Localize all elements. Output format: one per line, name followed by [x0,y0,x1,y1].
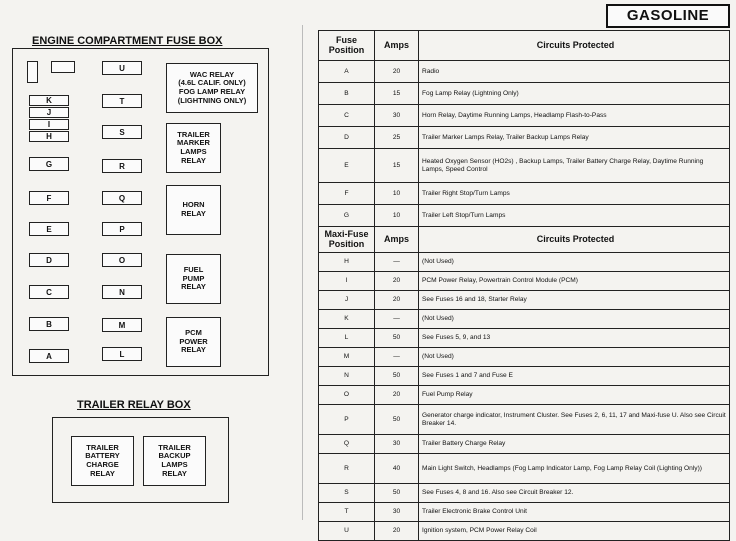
circuits-cell: See Fuses 4, 8 and 16. Also see Circuit Breaker 12. [419,484,730,503]
fuse-position: D [319,127,375,149]
amps-cell: — [375,253,419,272]
circuits-cell: PCM Power Relay, Powertrain Control Module (PCM) [419,272,730,291]
table-row [319,454,730,484]
trailer-relay-box [52,417,229,503]
fuse-position: U [319,522,375,541]
fuse-position: G [319,205,375,227]
maxi-amps-header: Amps [375,227,419,253]
circuits-cell: (Not Used) [419,310,730,329]
fuse-position: K [319,310,375,329]
table-row [319,291,730,310]
fuse-o: O [102,253,142,267]
fuse-n: N [102,285,142,299]
fuse-b: B [29,317,69,331]
amps-cell: — [375,310,419,329]
circuits-cell: See Fuses 1 and 7 and Fuse E [419,367,730,386]
trailer-marker-lamps-relay: TRAILER MARKER LAMPS RELAY [166,123,221,173]
amps-cell: 10 [375,205,419,227]
fuse-position: S [319,484,375,503]
trailer-battery-charge-relay: TRAILER BATTERY CHARGE RELAY [71,436,134,486]
amps-cell: 15 [375,149,419,183]
amps-cell: 50 [375,484,419,503]
circuits-cell: (Not Used) [419,348,730,367]
fuel-pump-relay: FUEL PUMP RELAY [166,254,221,304]
fuse-position: Q [319,435,375,454]
maxi-position-header: Maxi-Fuse Position [319,227,375,253]
fuse-position: B [319,83,375,105]
circuits-cell: See Fuses 5, 9, and 13 [419,329,730,348]
amps-cell: 30 [375,435,419,454]
table-row [319,310,730,329]
amps-cell: — [375,348,419,367]
table-row [319,435,730,454]
table-row [319,205,730,227]
divider-line [302,25,303,520]
fuse-header-row [319,31,730,61]
maxi-circuits-header: Circuits Protected [419,227,730,253]
table-row [319,127,730,149]
fuse-position: R [319,454,375,484]
table-row [319,503,730,522]
table-row [319,367,730,386]
amps-cell: 20 [375,272,419,291]
fuse-r: R [102,159,142,173]
fuse-position: J [319,291,375,310]
circuits-cell: (Not Used) [419,253,730,272]
table-row [319,272,730,291]
amps-cell: 30 [375,503,419,522]
amps-cell: 20 [375,386,419,405]
circuits-cell: Trailer Marker Lamps Relay, Trailer Backup Lamps Relay [419,127,730,149]
fuse-position: H [319,253,375,272]
fuse-position: C [319,105,375,127]
fuse-p: P [102,222,142,236]
circuits-cell: Main Light Switch, Headlamps (Fog Lamp Indicator Lamp, Fog Lamp Relay Coil (Lighting Only)) [419,454,730,484]
circuits-cell: Trailer Left Stop/Turn Lamps [419,205,730,227]
amps-cell: 20 [375,291,419,310]
circuits-cell: Ignition system, PCM Power Relay Coil [419,522,730,541]
trailer-relay-box-title: TRAILER RELAY BOX [77,399,191,411]
circuits-cell: Trailer Electronic Brake Control Unit [419,503,730,522]
amps-cell: 30 [375,105,419,127]
amps-cell: 40 [375,454,419,484]
table-row [319,484,730,503]
pcm-power-relay: PCM POWER RELAY [166,317,221,367]
amps-cell: 50 [375,329,419,348]
fuse-c: C [29,285,69,299]
fuse-g: G [29,157,69,171]
fuse-position-header: Fuse Position [319,31,375,61]
table-row [319,105,730,127]
fuse-position: T [319,503,375,522]
fuse-position: O [319,386,375,405]
fuse-position: L [319,329,375,348]
fuse-j: J [29,107,69,118]
amps-cell: 20 [375,61,419,83]
fuse-m: M [102,318,142,332]
fuse-table [318,30,730,541]
amps-cell: 50 [375,367,419,386]
circuits-cell: See Fuses 16 and 18, Starter Relay [419,291,730,310]
horn-relay: HORN RELAY [166,185,221,235]
fuse-f: F [29,191,69,205]
fuse-l: L [102,347,142,361]
amps-cell: 10 [375,183,419,205]
amps-header: Amps [375,31,419,61]
engine-fuse-box [12,48,269,376]
gasoline-badge: GASOLINE [606,4,730,28]
blank-fuse-1 [27,61,38,83]
circuits-cell: Fog Lamp Relay (Lightning Only) [419,83,730,105]
table-row [319,83,730,105]
table-row [319,149,730,183]
fuse-position: I [319,272,375,291]
table-row [319,183,730,205]
fuse-position: A [319,61,375,83]
fuse-d: D [29,253,69,267]
table-row [319,405,730,435]
table-row [319,329,730,348]
trailer-backup-lamps-relay: TRAILER BACKUP LAMPS RELAY [143,436,206,486]
blank-fuse-2 [51,61,75,73]
table-row [319,386,730,405]
circuits-cell: Fuel Pump Relay [419,386,730,405]
table-row [319,253,730,272]
fuse-u: U [102,61,142,75]
amps-cell: 25 [375,127,419,149]
table-row [319,522,730,541]
table-row [319,348,730,367]
fuse-e: E [29,222,69,236]
circuits-cell: Heated Oxygen Sensor (HO2s) , Backup Lamps, Trailer Battery Charge Relay, Daytime Running Lamps, Speed Control [419,149,730,183]
maxi-header-row [319,227,730,253]
fuse-position: N [319,367,375,386]
table-row [319,61,730,83]
fuse-position: M [319,348,375,367]
fuse-s: S [102,125,142,139]
fuse-k: K [29,95,69,106]
circuits-cell: Trailer Right Stop/Turn Lamps [419,183,730,205]
engine-fuse-box-title: ENGINE COMPARTMENT FUSE BOX [32,35,223,47]
wac-fog-lamp-relay: WAC RELAY (4.6L CALIF. ONLY) FOG LAMP RELAY (LIGHTNING ONLY) [166,63,258,113]
fuse-i: I [29,119,69,130]
fuse-position: P [319,405,375,435]
circuits-header: Circuits Protected [419,31,730,61]
amps-cell: 50 [375,405,419,435]
fuse-h: H [29,131,69,142]
circuits-cell: Radio [419,61,730,83]
fuse-position: E [319,149,375,183]
amps-cell: 15 [375,83,419,105]
circuits-cell: Trailer Battery Charge Relay [419,435,730,454]
circuits-cell: Generator charge indicator, Instrument Cluster. See Fuses 2, 6, 11, 17 and Maxi-fuse U. Also see Circuit Breaker 14. [419,405,730,435]
amps-cell: 20 [375,522,419,541]
fuse-q: Q [102,191,142,205]
fuse-t: T [102,94,142,108]
fuse-position: F [319,183,375,205]
circuits-cell: Horn Relay, Daytime Running Lamps, Headlamp Flash-to-Pass [419,105,730,127]
fuse-a: A [29,349,69,363]
